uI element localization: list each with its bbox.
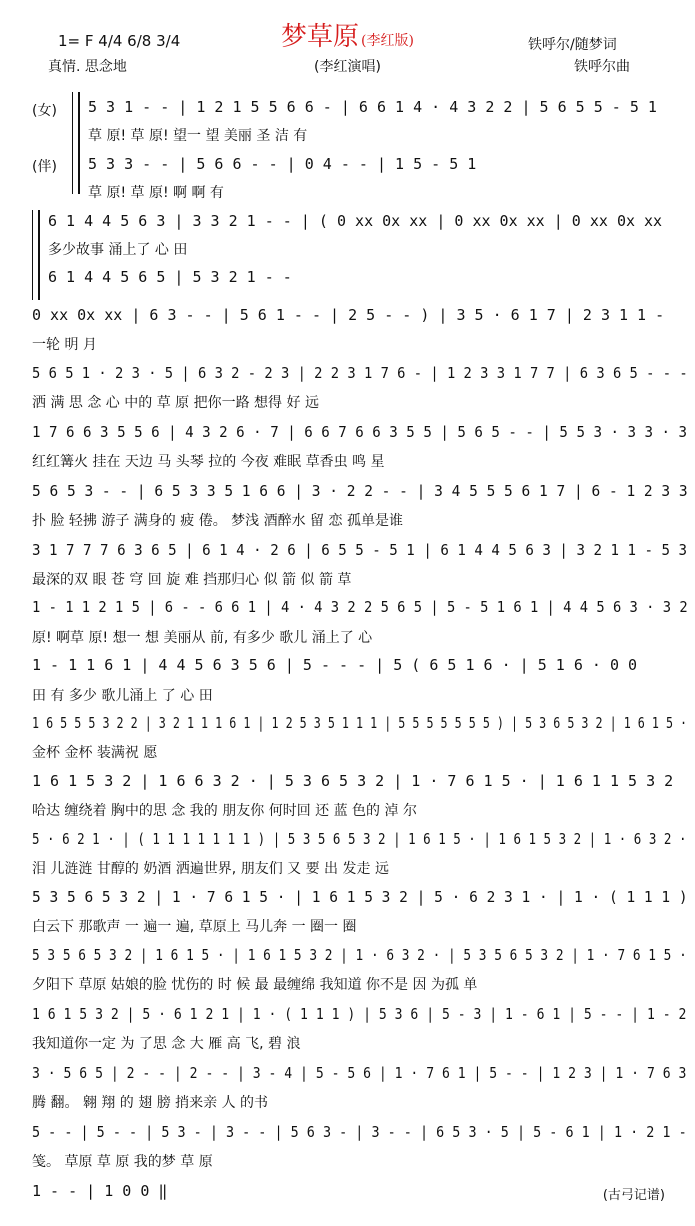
notation-row: 5 3 5 6 5 3 2 | 1 · 7 6 1 5 · | 1 6 1 5 3 2 | 5 · 6 2 3 1 · | 1 · ( 1 1 1 ) bbox=[32, 888, 688, 906]
lyrics-row: 原! 啊草 原! 想一 想 美丽从 前, 有多少 歌儿 涌上了 心 bbox=[32, 630, 373, 646]
lyrics-row: 田 有 多少 歌儿涌上 了 心 田 bbox=[32, 688, 213, 704]
notation-row: 5 6 5 3 - - | 6 5 3 3 5 1 6 6 | 3 · 2 2 - - | 3 4 5 5 5 6 1 7 | 6 - 1 2 3 3 bbox=[32, 482, 688, 500]
lyricist: 铁呼尔/随梦词 bbox=[528, 37, 617, 53]
system-brace-inner bbox=[32, 210, 33, 300]
notation-row: 1 7 6 6 3 5 5 6 | 4 3 2 6 · 7 | 6 6 7 6 6 3 5 5 | 5 6 5 - - | 5 5 3 · 3 3 · 3 bbox=[32, 423, 688, 441]
notation-row: 1 6 1 5 3 2 | 1 6 6 3 2 · | 5 3 6 5 3 2 | 1 · 7 6 1 5 · | 1 6 1 1 5 3 2 bbox=[32, 772, 674, 790]
key-signature: 1= F 4/4 6/8 3/4 bbox=[58, 32, 181, 50]
transcriber-credit: (古弓记谱) bbox=[602, 1188, 665, 1203]
part-label-accompaniment: (伴) bbox=[32, 159, 57, 175]
notation-row: 3 · 5 6 5 | 2 - - | 2 - - | 3 - 4 | 5 - 5 6 | 1 · 7 6 1 | 5 - - | 1 2 3 | 1 · 7 6 3 bbox=[32, 1064, 687, 1082]
mood-marking: 真情. 思念地 bbox=[48, 59, 127, 75]
lyrics-row: 白云下 那歌声 一 遍一 遍, 草原上 马儿奔 一 圈一 圈 bbox=[32, 919, 357, 935]
lyrics-row: 红红篝火 挂在 天边 马 头琴 拉的 今夜 难眠 草香虫 鸣 星 bbox=[32, 454, 385, 470]
lyrics-row: 我知道你一定 为 了思 念 大 雁 高 飞, 碧 浪 bbox=[32, 1036, 301, 1052]
lyrics-row: 夕阳下 草原 姑娘的脸 忧伤的 时 候 最 最缠绵 我知道 你不是 因 为孤 单 bbox=[32, 977, 478, 993]
lyrics-row: 泪 儿涟涟 甘醇的 奶酒 洒遍世界, 朋友们 又 要 出 发走 远 bbox=[32, 861, 389, 877]
notation-row: 5 3 5 6 5 3 2 | 1 6 1 5 · | 1 6 1 5 3 2 | 1 · 6 3 2 · | 5 3 5 6 5 3 2 | 1 · 7 6 1 5 · bbox=[32, 946, 687, 964]
title-version: (李红版) bbox=[361, 33, 414, 49]
lyrics-row: 多少故事 涌上了 心 田 bbox=[48, 242, 188, 258]
lyrics-row: 草 原! 草 原! 啊 啊 有 bbox=[88, 185, 224, 201]
notation-row: 5 3 3 - - | 5 6 6 - - | 0 4 - - | 1 5 - 5 1 bbox=[88, 155, 477, 173]
notation-row: 1 - 1 1 6 1 | 4 4 5 6 3 5 6 | 5 - - - | 5 ( 6 5 1 6 · | 5 1 6 · 0 0 bbox=[32, 656, 638, 674]
notation-row: 6 1 4 4 5 6 5 | 5 3 2 1 - - bbox=[48, 268, 292, 286]
lyrics-row: 最深的双 眼 苍 穹 回 旋 难 挡那归心 似 箭 似 箭 草 bbox=[32, 572, 352, 588]
lyrics-row: 哈达 缠绕着 胸中的思 念 我的 朋友你 何时回 还 蓝 色的 淖 尔 bbox=[32, 803, 417, 819]
notation-row: 5 6 5 1 · 2 3 · 5 | 6 3 2 - 2 3 | 2 2 3 1 7 6 - | 1 2 3 3 1 7 7 | 6 3 6 5 - - - bbox=[32, 364, 688, 382]
notation-row: 5 - - | 5 - - | 5 3 - | 3 - - | 5 6 3 - | 3 - - | 6 5 3 · 5 | 5 - 6 1 | 1 · 2 1 - bbox=[32, 1123, 687, 1141]
notation-row: 1 - - | 1 0 0 ‖ bbox=[32, 1182, 168, 1200]
lyrics-row: 一轮 明 月 bbox=[32, 337, 97, 353]
title-text: 梦草原 bbox=[281, 22, 360, 52]
lyrics-row: 笺。 草原 草 原 我的梦 草 原 bbox=[32, 1154, 213, 1170]
system-brace bbox=[78, 92, 80, 194]
notation-row: 0 xx 0x xx | 6 3 - - | 5 6 1 - - | 2 5 - - ) | 3 5 · 6 1 7 | 2 3 1 1 - bbox=[32, 306, 665, 324]
lyrics-row: 扑 脸 轻拂 游子 满身的 疲 倦。 梦浅 酒醉水 留 恋 孤单是谁 bbox=[32, 513, 403, 529]
lyrics-row: 洒 满 思 念 心 中的 草 原 把你一路 想得 好 远 bbox=[32, 395, 319, 411]
notation-row: 6 1 4 4 5 6 3 | 3 3 2 1 - - | ( 0 xx 0x xx | 0 xx 0x xx | 0 xx 0x xx bbox=[48, 212, 663, 230]
notation-row: 1 6 5 5 5 3 2 2 | 3 2 1 1 1 6 1 | 1 2 5 3 5 1 1 1 | 5 5 5 5 5 5 5 ) | 5 3 6 5 3 2 | 1 6 1 5 · bbox=[32, 714, 688, 732]
notation-row: 1 6 1 5 3 2 | 5 · 6 1 2 1 | 1 · ( 1 1 1 ) | 5 3 6 | 5 - 3 | 1 - 6 1 | 5 - - | 1 - 2 bbox=[32, 1005, 687, 1023]
notation-row: 5 · 6 2 1 · | ( 1 1 1 1 1 1 1 ) | 5 3 5 6 5 3 2 | 1 6 1 5 · | 1 6 1 5 3 2 | 1 · 6 3 2 · bbox=[32, 830, 687, 848]
part-label-female: (女) bbox=[32, 103, 57, 119]
lyrics-row: 腾 翻。 翱 翔 的 翅 膀 捎来亲 人 的书 bbox=[32, 1095, 269, 1111]
notation-row: 3 1 7 7 7 6 3 6 5 | 6 1 4 · 2 6 | 6 5 5 - 5 1 | 6 1 4 4 5 6 3 | 3 2 1 1 - 5 3 bbox=[32, 541, 688, 559]
notation-row: 1 - 1 1 2 1 5 | 6 - - 6 6 1 | 4 · 4 3 2 2 5 6 5 | 5 - 5 1 6 1 | 4 4 5 6 3 · 3 2 bbox=[32, 598, 688, 616]
system-brace-inner bbox=[72, 92, 73, 194]
performer: (李红演唱) bbox=[314, 59, 381, 75]
lyrics-row: 金杯 金杯 装满祝 愿 bbox=[32, 745, 158, 761]
lyrics-row: 草 原! 草 原! 望一 望 美丽 圣 洁 有 bbox=[88, 128, 308, 144]
notation-row: 5 3 1 - - | 1 2 1 5 5 6 6 - | 6 6 1 4 · 4 3 2 2 | 5 6 5 5 - 5 1 bbox=[88, 98, 657, 116]
composer: 铁呼尔曲 bbox=[574, 59, 630, 75]
system-brace bbox=[38, 210, 40, 300]
